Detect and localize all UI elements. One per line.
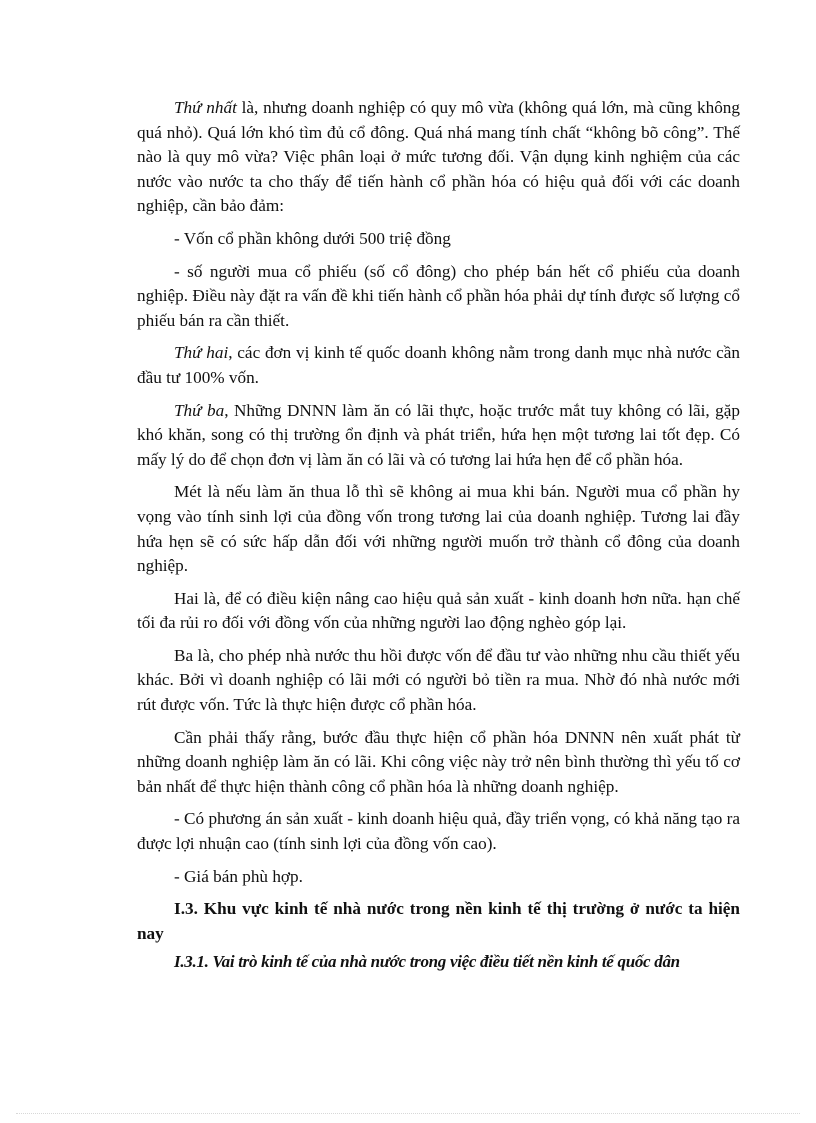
subsection-heading: I.3.1. Vai trò kinh tế của nhà nước trong việc điều tiết nền kinh tế quốc dân bbox=[174, 952, 680, 972]
paragraph bbox=[137, 341, 740, 390]
paragraph bbox=[137, 96, 740, 219]
paragraph-text: là, nhưng doanh nghiệp có quy mô vừa (không quá lớn, mà cũng không quá nhỏ). Quá lớn khó tìm đủ cổ đông. Quá nhá mang tính chất “không bõ công”. Thế nào là quy mô vừa? Việc phân loại ở mức tương đối. Vận dụng kinh nghiệm của các nước vào nước ta cho thấy để tiến hành cổ phần hóa có hiệu quả đối với các doanh nghiệp, cần bảo đảm: bbox=[137, 98, 740, 216]
paragraph-lead: Thứ ba bbox=[174, 400, 225, 420]
paragraph bbox=[137, 399, 740, 473]
paragraph-text: , các đơn vị kinh tế quốc doanh không nằm trong danh mục nhà nước cần đầu tư 100% vốn. bbox=[137, 343, 740, 387]
paragraph: Cần phải thấy rằng, bước đầu thực hiện cổ phần hóa DNNN nên xuất phát từ những doanh nghiệp làm ăn có lãi. Khi công việc này trở nên bình thường thì yếu tố cơ bản nhất để thực hiện thành công cổ phần hóa là những doanh nghiệp. bbox=[137, 727, 740, 796]
paragraph: Ba là, cho phép nhà nước thu hồi được vốn để đầu tư vào những nhu cầu thiết yếu khác. Bởi vì doanh nghiệp có lãi mới có người bỏ tiền ra mua. Nhờ đó nhà nước mới rút được vốn. Tức là thực hiện được cổ phần hóa. bbox=[137, 645, 740, 715]
page-bottom-rule bbox=[16, 1113, 800, 1114]
document-page bbox=[137, 96, 740, 975]
paragraph: - Vốn cổ phần không dưới 500 triệ đồng bbox=[174, 228, 451, 248]
paragraph: Mét là nếu làm ăn thua lỗ thì sẽ không ai mua khi bán. Người mua cổ phần hy vọng vào tính sinh lợi của đồng vốn trong tương lai của doanh nghiệp. Tương lai đầy hứa hẹn sẽ có sức hấp dẫn đối với những người muốn trở thành cổ đông của doanh nghiệp. bbox=[137, 482, 740, 576]
paragraph: - Giá bán phù hợp. bbox=[174, 866, 303, 886]
paragraph: - số người mua cổ phiếu (số cổ đông) cho phép bán hết cổ phiếu của doanh nghiệp. Điều này đặt ra vấn đề khi tiến hành cổ phần hóa phải dự tính được số lượng cổ phiếu bán ra cần thiết. bbox=[137, 261, 740, 330]
paragraph-lead: Thứ nhất bbox=[174, 98, 237, 117]
paragraph: Hai là, để có điều kiện nâng cao hiệu quả sản xuất - kinh doanh hơn nữa. hạn chế tối đa rủi ro đối với đồng vốn của những người lao động nghèo góp lại. bbox=[137, 588, 740, 633]
paragraph-text: , Những DNNN làm ăn có lãi thực, hoặc trước mắt tuy không có lãi, gặp khó khăn, song có thị trường ổn định và phát triển, hứa hẹn một tương lai tốt đẹp. Có mấy lý do để chọn đơn vị làm ăn có lãi và có tương lai hứa hẹn để cổ phần hóa. bbox=[137, 400, 740, 469]
paragraph: - Có phương án sản xuất - kinh doanh hiệu quả, đầy triển vọng, có khả năng tạo ra được lợi nhuận cao (tính sinh lợi của đồng vốn cao). bbox=[137, 809, 740, 854]
paragraph-lead: Thứ hai bbox=[174, 343, 229, 363]
section-heading: I.3. Khu vực kinh tế nhà nước trong nền kinh tế thị trường ở nước ta hiện nay bbox=[137, 899, 740, 943]
